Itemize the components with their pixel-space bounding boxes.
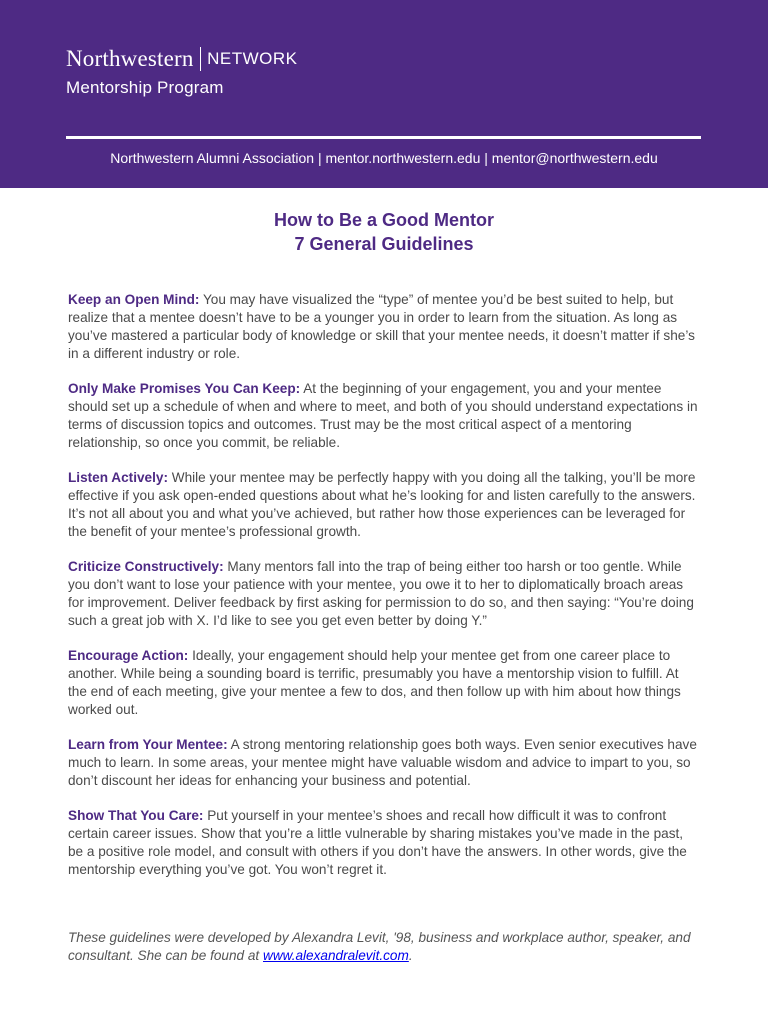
- guideline-text: Ideally, your engagement should help your mentee get from one career place to another. While being a sounding board is terrific, presumably you have a mentorship vision to fulfill. At the end of each meeting, give your mentee a few to dos, and then follow up with him about how things worked out.: [68, 648, 681, 717]
- credit-note: [68, 929, 698, 965]
- guideline-text: While your mentee may be perfectly happy with you doing all the talking, you’ll be more effective if you ask open-ended questions about what he’s looking for and listen carefully to the answers. It’s not all about you and what you’ve achieved, but rather how those experiences can be leveraged for the benefit of your mentee’s professional growth.: [68, 470, 696, 539]
- guideline-heading: Keep an Open Mind:: [68, 292, 200, 307]
- page-title: [0, 208, 768, 256]
- guideline-heading: Criticize Constructively:: [68, 559, 224, 574]
- header-banner: [0, 0, 768, 188]
- guidelines-list: [68, 291, 698, 896]
- guideline-item: [68, 647, 698, 719]
- guideline-heading: Show That You Care:: [68, 808, 204, 823]
- brand-name: Northwestern: [66, 46, 194, 71]
- guideline-text: At the beginning of your engagement, you and your mentee should set up a schedule of when and where to meet, and both of you should understand expectations in terms of discussion topics and outcomes. Trust may be the most critical aspect of a mentoring relationship, so once you commit, be reliable.: [68, 381, 698, 450]
- guideline-item: [68, 380, 698, 452]
- program-name: Mentorship Program: [66, 78, 224, 97]
- title-line-1: How to Be a Good Mentor: [274, 210, 494, 230]
- author-website-link[interactable]: www.alexandralevit.com: [263, 948, 409, 963]
- guideline-text: A strong mentoring relationship goes both ways. Even senior executives have much to learn. In some areas, your mentee might have valuable wisdom and advice to impart to you, so don’t discount her ideas for enhancing your business and potential.: [68, 737, 697, 788]
- guideline-item: [68, 558, 698, 630]
- credit-text: These guidelines were developed by Alexandra Levit, '98, business and workplace author, speaker, and consultant. She can be found at: [68, 930, 691, 963]
- brand-logo: [66, 46, 297, 72]
- brand-divider: [200, 47, 202, 71]
- guideline-item: [68, 291, 698, 363]
- contact-line: Northwestern Alumni Association | mentor.northwestern.edu | mentor@northwestern.edu: [110, 150, 658, 166]
- brand-network: NETWORK: [207, 49, 298, 68]
- header-divider: [66, 136, 701, 139]
- guideline-heading: Learn from Your Mentee:: [68, 737, 228, 752]
- guideline-text: Put yourself in your mentee’s shoes and recall how difficult it was to confront certain career issues. Show that you’re a little vulnerable by sharing mistakes you’ve made in the past, be a positive role model, and consult with others if you don’t have the answers. In other words, give the mentorship everything you’ve got. You won’t regret it.: [68, 808, 687, 877]
- guideline-item: [68, 736, 698, 790]
- guideline-text: You may have visualized the “type” of mentee you’d be best suited to help, but realize that a mentee doesn’t have to be a younger you in order to learn from the situation. As long as you’ve mastered a particular body of knowledge or skill that your mentee needs, it doesn’t matter if she’s in a different industry or role.: [68, 292, 695, 361]
- guideline-item: [68, 807, 698, 879]
- guideline-item: [68, 469, 698, 541]
- guideline-heading: Encourage Action:: [68, 648, 189, 663]
- credit-end: .: [408, 948, 413, 963]
- guideline-text: Many mentors fall into the trap of being either too harsh or too gentle. While you don’t want to lose your patience with your mentee, you owe it to her to diplomatically broach areas for improvement. Deliver feedback by first asking for permission to do so, and then saying: “You’re doing such a great job with X. I’d like to see you get even better by doing Y.”: [68, 559, 694, 628]
- guideline-heading: Listen Actively:: [68, 470, 168, 485]
- title-line-2: 7 General Guidelines: [294, 234, 474, 254]
- guideline-heading: Only Make Promises You Can Keep:: [68, 381, 301, 396]
